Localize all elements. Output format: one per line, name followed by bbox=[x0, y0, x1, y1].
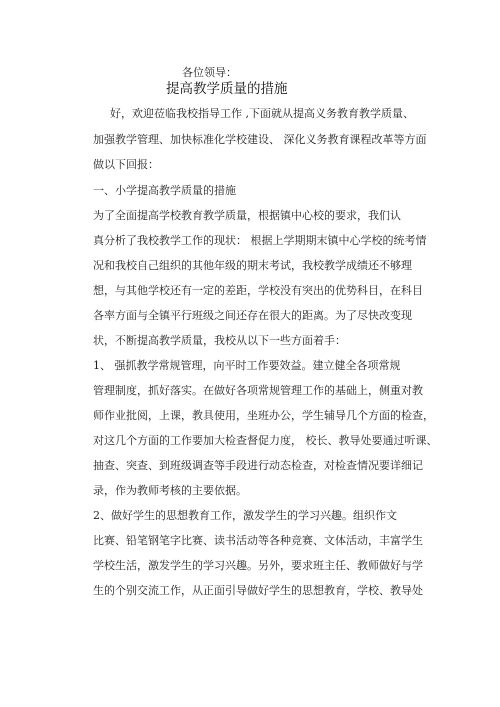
greeting: 各位领导： bbox=[182, 66, 237, 79]
paragraph-line: 生的个别交流工作，从正面引导做好学生的思想教育，学校、教导处 bbox=[93, 584, 423, 597]
paragraph-line: 比赛、铅笔钢笔字比赛、读书活动等各种竞赛、文体活动，丰富学生 bbox=[93, 534, 423, 547]
paragraph-line: 1、 强抓教学常规管理，向平时工作要效益。建立健全各项常规 bbox=[93, 359, 401, 372]
paragraph-line: 学校生活，激发学生的学习兴趣。另外，要求班主任、教师做好与学 bbox=[93, 559, 423, 572]
document-title: 提高教学质量的措施 bbox=[166, 81, 288, 97]
paragraph-line: 对这几个方面的工作要加大检查督促力度， 校长、教导处要通过听课、 bbox=[93, 434, 438, 447]
section-heading: 一、小学提高教学质量的措施 bbox=[93, 184, 236, 197]
paragraph-line: 加强教学管理、加快标准化学校建设、 深化义务教育课程改革等方面 bbox=[93, 133, 427, 146]
paragraph-line: 状，不断提高教学质量，我校从以下一些方面着手： bbox=[93, 334, 346, 347]
paragraph-line: 好，欢迎莅临我校指导工作 ,下面就从提高义务教育教学质量、 bbox=[110, 107, 414, 120]
paragraph-line: 况和我校自己组织的其他年级的期末考试，我校教学成绩还不够理 bbox=[93, 259, 412, 272]
paragraph-line: 2、做好学生的思想教育工作，激发学生的学习兴趣。组织作文 bbox=[93, 509, 397, 522]
paragraph-line: 想，与其他学校还有一定的差距，学校没有突出的优势科目，在科目 bbox=[93, 284, 423, 297]
paragraph-line: 抽查、突查、到班级调查等手段进行动态检查，对检查情况要详细记 bbox=[93, 459, 423, 472]
paragraph-line: 真分析了我校教学工作的现状： 根据上学期期末镇中心学校的统考情 bbox=[93, 234, 427, 247]
paragraph-line: 录，作为教师考核的主要依据。 bbox=[93, 484, 247, 497]
paragraph-line: 管理制度，抓好落实。在做好各项常规管理工作的基础上，侧重对教 bbox=[93, 384, 423, 397]
paragraph-line: 各率方面与全镇平行班级之间还存在很大的距离。为了尽快改变现 bbox=[93, 309, 412, 322]
paragraph-line: 为了全面提高学校教育教学质量，根据镇中心校的要求，我们认 bbox=[93, 209, 401, 222]
paragraph-line: 做以下回报： bbox=[93, 158, 159, 171]
paragraph-line: 师作业批阅，上课，教具使用，坐班办公，学生辅导几个方面的检查， bbox=[93, 409, 434, 422]
